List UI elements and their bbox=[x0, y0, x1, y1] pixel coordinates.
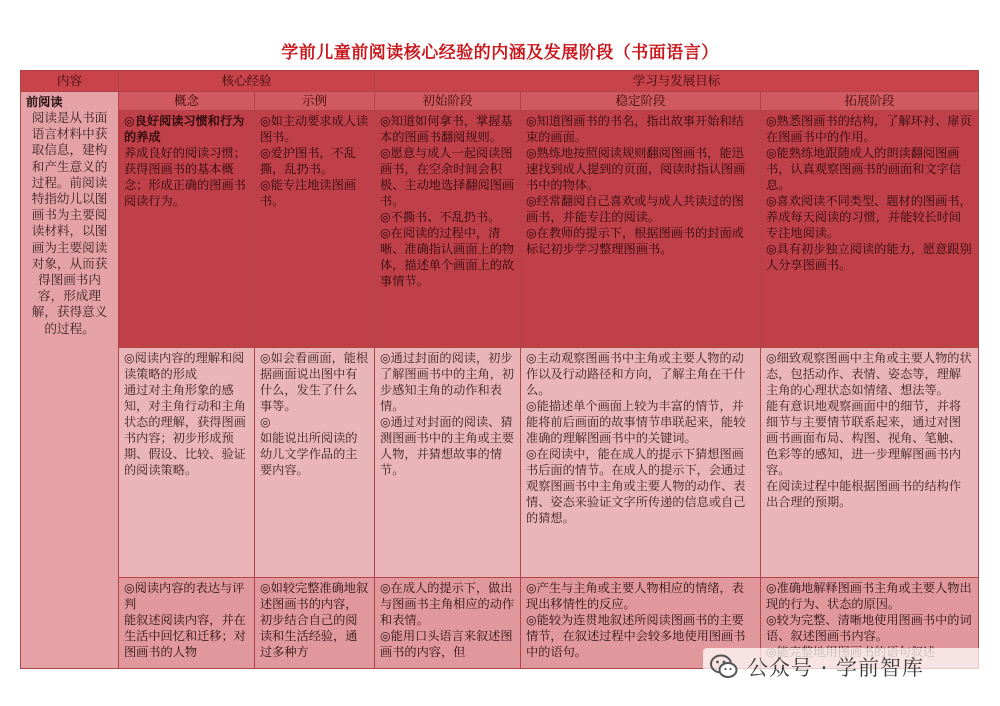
experience-table bbox=[20, 70, 979, 669]
stage-initial-cell: ◎知道如何拿书，掌握基本的图画书翻阅规则。 ◎愿意与成人一起阅读图画书，在空余时间会积极、主动地选择翻阅图画书。 ◎不撕书、不乱扔书。 ◎在阅读的过程中，清晰、准确指认画面上的物体，描述单个画面上的故事情节。 bbox=[375, 111, 521, 348]
stage-extended-cell: ◎熟悉图画书的结构，了解环衬、扉页在图画书中的作用。 ◎能熟练地跟随成人的朗读翻阅图画书，认真观察图画书的画面和文字信息。 ◎喜欢阅读不同类型、题材的图画书，养成每天阅读的习惯，并能较长时间专注地阅读。 ◎具有初步独立阅读的能力，愿意跟别人分享图画书。 bbox=[761, 111, 979, 348]
stage-extended-cell: ◎细致观察图画中主角或主要人物的状态，包括动作、表情、姿态等，理解主角的心理状态如情绪、想法等。 能有意识地观察画面中的细节，并将细节与主要情节联系起来，通过对图画书画面布局、构图、视角、笔触、色彩等的感知，进一步理解图画书内容。 在阅读过程中能根据图画书的结构作出合理的预期。 bbox=[761, 348, 979, 578]
example-cell: ◎如较完整准确地叙述图画书的内容，初步结合自己的阅读和生活经验，通过多种方 bbox=[255, 578, 375, 669]
watermark bbox=[703, 648, 983, 686]
header-content: 内容 bbox=[21, 71, 119, 92]
stage-extended-cell: ◎准确地解释图画书主角或主要人物出现的行为、状态的原因。 ◎较为完整、清晰地使用图画书中的词语、叙述图画书内容。 bbox=[761, 578, 979, 669]
example-cell: ◎如会看画面，能根据画面说出图中有什么，发生了什么事等。 ◎ 如能说出所阅读的幼儿文学作品的主要内容。 bbox=[255, 348, 375, 578]
stage-stable-cell: ◎主动观察图画书中主角或主要人物的动作以及行动路径和方向，了解主角在干什么。 ◎能描述单个画面上较为丰富的情节，并能将前后画面的故事情节串联起来，能较准确的理解图画书中的关键词。 ◎在阅读中，能在成人的提示下猜想图画书后面的情节。在成人的提示下，会通过观察图画书中主角或主要人物的动作、表情、姿态来验证文字所传递的信息或自己的猜想。 bbox=[521, 348, 761, 578]
stage-initial-cell: ◎在成人的提示下，做出与图画书主角相应的动作和表情。 ◎能用口头语言来叙述图画书的内容，但 bbox=[375, 578, 521, 669]
stage-initial-cell: ◎通过封面的阅读，初步了解图画书中的主角，初步感知主角的动作和表情。 ◎通过对封面的阅读、猜测图画书中的主角或主要人物，并猜想故事的情节。 bbox=[375, 348, 521, 578]
concept-text: 养成良好的阅读习惯；获得图画书的基本概念；形成正确的图画书阅读行为。 bbox=[124, 146, 246, 208]
header-stage-extended: 拓展阶段 bbox=[761, 92, 979, 111]
watermark-text: 公众号 · 学前智库 bbox=[747, 656, 925, 680]
header-concept: 概念 bbox=[119, 92, 255, 111]
concept-heading: ◎良好阅读习惯和行为的养成 bbox=[124, 114, 245, 144]
example-cell: ◎如主动要求成人读图书。 ◎爱护图书，不乱撕，乱扔书。 ◎能专注地读图画书。 bbox=[255, 111, 375, 348]
concept-cell: ◎阅读内容的表达与评判 能叙述阅读内容，并在生活中回忆和迁移；对图画书的人物 bbox=[119, 578, 255, 669]
header-goals: 学习与发展目标 bbox=[375, 71, 979, 92]
table-row bbox=[21, 348, 979, 578]
header-stage-initial: 初始阶段 bbox=[375, 92, 521, 111]
concept-cell bbox=[119, 111, 255, 348]
stage-stable-cell: ◎知道图画书的书名，指出故事开始和结束的画面。 ◎熟练地按照阅读规则翻阅图画书，能迅速找到成人提到的页面，阅读时指认图画书中的物体。 ◎经常翻阅自己喜欢或与成人共读过的图画书，并能专注的阅读。 ◎在教师的提示下，根据图画书的封面或标记初步学习整理图画书。 bbox=[521, 111, 761, 348]
left-description: 阅读是从书面语言材料中获取信息，建构和产生意义的过程。前阅读特指幼儿以图画书为主要阅读材料，以图画为主要阅读对象，从而获得图画书内容，形成理解，获得意义的过程。 bbox=[31, 110, 108, 336]
left-heading: 前阅读 bbox=[26, 95, 63, 109]
left-column-cell bbox=[21, 92, 119, 669]
wechat-icon bbox=[709, 652, 739, 682]
stage-stable-cell: ◎产生与主角或主要人物相应的情绪，表现出移情性的反应。 ◎能较为连贯地叙述所阅读图画书的主要情节，在叙述过程中会较多地使用图画书中的语句。 bbox=[521, 578, 761, 669]
header-core-experience: 核心经验 bbox=[119, 71, 375, 92]
header-example: 示例 bbox=[255, 92, 375, 111]
table-row bbox=[21, 111, 979, 348]
header-stage-stable: 稳定阶段 bbox=[521, 92, 761, 111]
page-title: 学前儿童前阅读核心经验的内涵及发展阶段（书面语言） bbox=[281, 43, 719, 63]
concept-cell: ◎阅读内容的理解和阅读策略的形成 通过对主角形象的感知，对主角行动和主角状态的理解，获得图画书内容；初步形成预期、假设、比较、验证的阅读策略。 bbox=[119, 348, 255, 578]
